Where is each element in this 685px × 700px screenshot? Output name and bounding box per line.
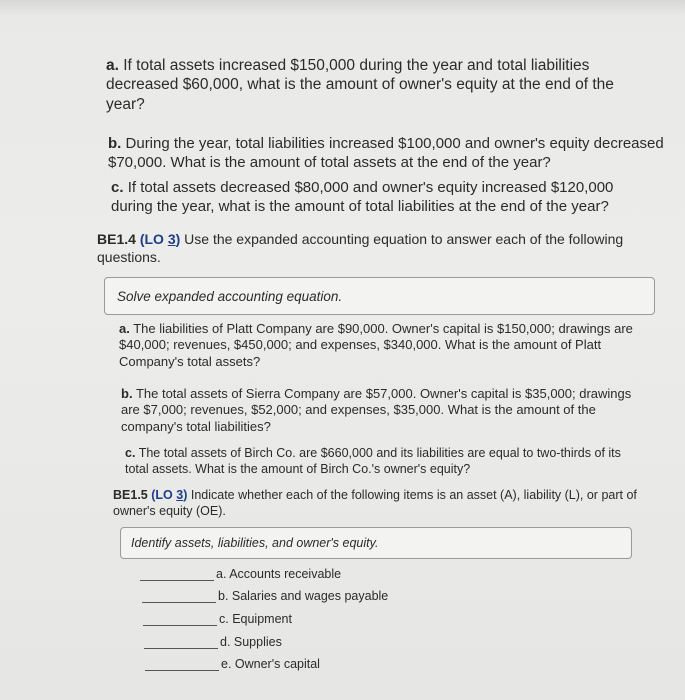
- be14-question-b: [121, 386, 633, 435]
- be15-lo-link[interactable]: [151, 488, 187, 502]
- question-c: [111, 179, 641, 217]
- question-a-text: If total assets increased $150,000 during the year and total liabilities decreased $60,000, what is the amount of owner's equity at the end of the year?: [106, 57, 614, 113]
- be14-code: BE1.4: [97, 231, 136, 247]
- be14-question-c-label: c.: [125, 446, 136, 460]
- question-b-text: During the year, total liabilities increased $100,000 and owner's equity decreased $70,000. What is the amount of total assets at the end of the year?: [108, 135, 664, 171]
- be14-lo-number: 3: [167, 231, 176, 247]
- be14-heading: [97, 231, 627, 266]
- be14-question-c: [125, 446, 635, 477]
- be14-lo-close: ): [175, 231, 181, 247]
- be15-item-c: [143, 612, 292, 626]
- be15-item-c-text: c. Equipment: [219, 612, 292, 626]
- be14-objective-text: Solve expanded accounting equation.: [117, 288, 343, 304]
- be14-objective-box: [104, 277, 655, 315]
- question-b-label: b.: [108, 135, 122, 152]
- be15-lo-number: 3: [176, 488, 184, 502]
- be14-text: Use the expanded accounting equation to answer each of the following questions.: [97, 231, 624, 265]
- answer-blank-a[interactable]: [140, 568, 214, 581]
- answer-blank-d[interactable]: [144, 636, 218, 649]
- be15-item-e-text: e. Owner's capital: [221, 657, 320, 671]
- question-c-text: If total assets decreased $80,000 and owner's equity increased $120,000 during the year, what is the amount of total liabilities at the end of the year?: [111, 179, 614, 215]
- question-c-label: c.: [111, 179, 124, 196]
- be15-lo-open: (LO: [151, 488, 177, 502]
- question-a: [106, 56, 646, 114]
- be14-question-a: [119, 321, 634, 370]
- be15-item-a-text: a. Accounts receivable: [216, 567, 342, 581]
- be15-item-d-text: d. Supplies: [220, 635, 282, 649]
- question-b: [108, 135, 668, 173]
- page-top-edge: [0, 0, 685, 16]
- be14-question-c-text: The total assets of Birch Co. are $660,000 and its liabilities are equal to two-thirds of its total assets. What is the amount of Birch Co.'s owner's equity?: [125, 446, 621, 476]
- be15-lo-close: ): [183, 488, 188, 502]
- be14-question-b-text: The total assets of Sierra Company are $57,000. Owner's capital is $35,000; drawings are $7,000; revenues, $52,000; and expenses, $35,000. What is the amount of the company's total liabilities?: [121, 386, 632, 434]
- be15-item-a: [140, 567, 341, 581]
- question-a-label: a.: [106, 57, 119, 74]
- be15-item-b-text: b. Salaries and wages payable: [218, 589, 389, 603]
- be14-question-b-label: b.: [121, 386, 133, 401]
- be15-code: BE1.5: [113, 488, 148, 502]
- be14-lo-open: (LO: [139, 231, 168, 247]
- be14-question-a-text: The liabilities of Platt Company are $90,000. Owner's capital is $150,000; drawings are $40,000; revenues, $450,000; and expenses, $340,000. What is the amount of Platt Company's total assets?: [119, 321, 633, 369]
- answer-blank-c[interactable]: [143, 613, 217, 626]
- answer-blank-e[interactable]: [145, 658, 219, 671]
- be15-item-b: [142, 589, 388, 603]
- be15-item-d: [144, 635, 282, 649]
- be15-heading: [113, 488, 638, 519]
- be14-question-a-label: a.: [119, 321, 130, 336]
- be15-objective-box: [120, 527, 632, 559]
- be15-text: Indicate whether each of the following items is an asset (A), liability (L), or part of owner's equity (OE).: [113, 488, 637, 518]
- be14-lo-link[interactable]: [140, 231, 180, 247]
- be15-item-e: [145, 657, 320, 671]
- be15-objective-text: Identify assets, liabilities, and owner's equity.: [131, 536, 379, 550]
- answer-blank-b[interactable]: [142, 590, 216, 603]
